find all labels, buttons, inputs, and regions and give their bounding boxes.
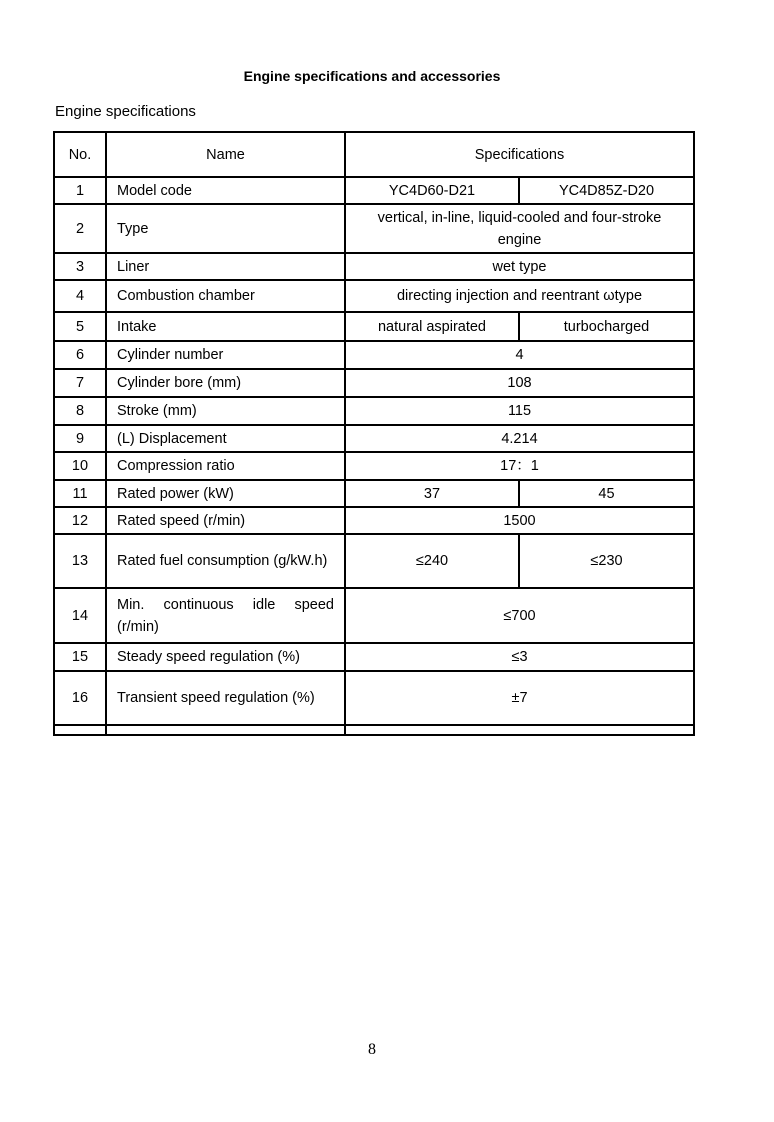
- row-no: 7: [54, 369, 106, 397]
- table-row: [54, 507, 694, 534]
- row-no: 9: [54, 425, 106, 452]
- table-row: [54, 253, 694, 280]
- row-spec-b: turbocharged: [519, 312, 694, 341]
- row-no: 12: [54, 507, 106, 534]
- row-spec: 4.214: [345, 425, 694, 452]
- header-name: Name: [106, 132, 345, 177]
- table-row: [54, 534, 694, 588]
- row-name: (L) Displacement: [106, 425, 345, 452]
- row-spec-a: YC4D60-D21: [345, 177, 519, 204]
- row-spec: 4: [345, 341, 694, 369]
- table-row: [54, 341, 694, 369]
- row-name: Intake: [106, 312, 345, 341]
- row-no: 15: [54, 643, 106, 671]
- row-spec: 108: [345, 369, 694, 397]
- row-spec: directing injection and reentrant ωtype: [345, 280, 694, 312]
- row-spec-a: ≤240: [345, 534, 519, 588]
- table-row: [54, 280, 694, 312]
- row-spec: ≤3: [345, 643, 694, 671]
- table-row: [54, 671, 694, 725]
- header-spec: Specifications: [345, 132, 694, 177]
- row-name: Type: [106, 204, 345, 253]
- row-no: 13: [54, 534, 106, 588]
- section-subtitle: Engine specifications: [55, 103, 196, 120]
- row-name: Cylinder bore (mm): [106, 369, 345, 397]
- row-name: Rated power (kW): [106, 480, 345, 507]
- row-name: Combustion chamber: [106, 280, 345, 312]
- row-spec: 115: [345, 397, 694, 425]
- page-title: Engine specifications and accessories: [243, 68, 501, 84]
- row-name: Steady speed regulation (%): [106, 643, 345, 671]
- table-row: [54, 588, 694, 643]
- table-row: [54, 480, 694, 507]
- row-spec-a: 37: [345, 480, 519, 507]
- row-spec-b: 45: [519, 480, 694, 507]
- empty-cell: [106, 725, 345, 735]
- table-row: [54, 177, 694, 204]
- row-name: Cylinder number: [106, 341, 345, 369]
- row-name: Rated speed (r/min): [106, 507, 345, 534]
- row-no: 3: [54, 253, 106, 280]
- row-name: Transient speed regulation (%): [106, 671, 345, 725]
- table-row: [54, 397, 694, 425]
- row-spec: vertical, in-line, liquid-cooled and four-stroke engine: [345, 204, 694, 253]
- table-row: [54, 452, 694, 480]
- row-spec: ≤700: [345, 588, 694, 643]
- row-spec-a: natural aspirated: [345, 312, 519, 341]
- row-spec: 1500: [345, 507, 694, 534]
- engine-spec-table: [53, 131, 695, 736]
- table-row: [54, 204, 694, 253]
- row-name: Rated fuel consumption (g/kW.h): [106, 534, 345, 588]
- row-no: 5: [54, 312, 106, 341]
- header-no: No.: [54, 132, 106, 177]
- table-header-row: [54, 132, 694, 177]
- table-empty-row: [54, 725, 694, 735]
- row-name: Model code: [106, 177, 345, 204]
- row-spec: ±7: [345, 671, 694, 725]
- table-row: [54, 643, 694, 671]
- row-no: 1: [54, 177, 106, 204]
- row-name: Liner: [106, 253, 345, 280]
- row-spec-b: ≤230: [519, 534, 694, 588]
- empty-cell: [54, 725, 106, 735]
- row-no: 4: [54, 280, 106, 312]
- table-row: [54, 312, 694, 341]
- row-name: Min. continuous idle speed (r/min): [106, 588, 345, 643]
- row-no: 2: [54, 204, 106, 253]
- row-spec-b: YC4D85Z-D20: [519, 177, 694, 204]
- page-number: 8: [368, 1041, 376, 1058]
- table-row: [54, 369, 694, 397]
- row-spec: wet type: [345, 253, 694, 280]
- empty-cell: [345, 725, 694, 735]
- row-no: 8: [54, 397, 106, 425]
- row-spec: 17：1: [345, 452, 694, 480]
- row-no: 16: [54, 671, 106, 725]
- row-name: Compression ratio: [106, 452, 345, 480]
- row-no: 6: [54, 341, 106, 369]
- row-no: 14: [54, 588, 106, 643]
- row-no: 10: [54, 452, 106, 480]
- row-no: 11: [54, 480, 106, 507]
- table-row: [54, 425, 694, 452]
- row-name: Stroke (mm): [106, 397, 345, 425]
